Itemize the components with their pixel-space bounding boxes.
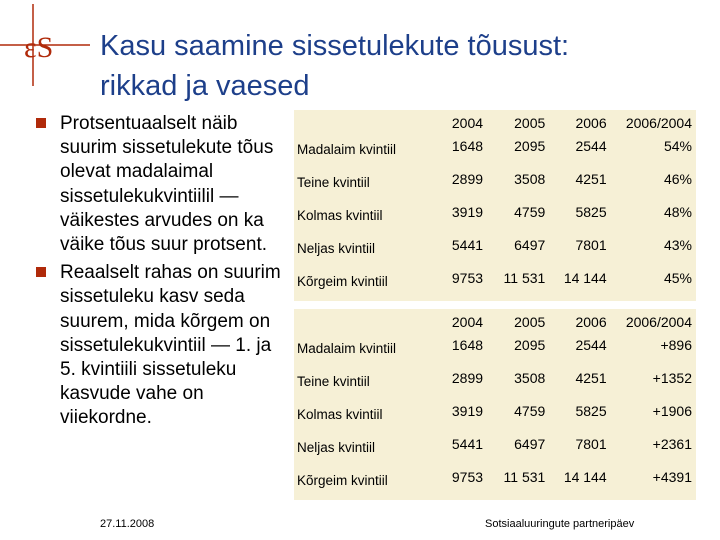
table-cell: 4759: [514, 204, 546, 220]
row-label: Kolmas kvintiil: [297, 407, 383, 422]
table-cell: 2095: [514, 337, 546, 353]
table-row: [294, 235, 696, 268]
table-cell: 54%: [663, 138, 692, 154]
table-header-cell: 2006/2004: [625, 115, 692, 131]
bullet-item: [36, 112, 286, 257]
table-header-cell: 2005: [514, 115, 546, 131]
table-header-cell: 2005: [514, 314, 546, 330]
page-title: [100, 26, 700, 106]
row-label: Kõrgeim kvintiil: [297, 473, 388, 488]
table-cell: +2361: [652, 436, 692, 452]
table-cell: 9753: [451, 469, 484, 485]
table-cell: 3919: [451, 403, 484, 419]
table-row: [294, 401, 696, 434]
table-header-cell: [294, 110, 445, 136]
table-row: [294, 268, 696, 301]
table-cell: +896: [660, 337, 692, 353]
table-cell: 2544: [575, 337, 607, 353]
table-cell: 43%: [663, 237, 692, 253]
row-label: Teine kvintiil: [297, 175, 370, 190]
row-label: Kõrgeim kvintiil: [297, 274, 388, 289]
percent-growth-table: [294, 110, 696, 301]
table-cell: 6497: [514, 237, 546, 253]
table-row: [294, 467, 696, 500]
logo-icon: [0, 0, 90, 90]
square-bullet-icon: [36, 118, 46, 128]
footer-event: Sotsiaaluuringute partneripäev: [485, 518, 635, 530]
table-cell: 2544: [575, 138, 607, 154]
table-cell: +4391: [652, 469, 692, 485]
table-header-cell: [294, 309, 445, 335]
table-cell: 14 144: [563, 270, 607, 286]
table-row: [294, 136, 696, 169]
table-header-row: [294, 309, 696, 335]
table-cell: 11 531: [503, 469, 546, 485]
table-cell: +1906: [652, 403, 692, 419]
row-label: Kolmas kvintiil: [297, 208, 383, 223]
table-row: [294, 335, 696, 368]
table-cell: 7801: [575, 237, 607, 253]
bullet-item: [36, 261, 286, 430]
table-header-cell: 2006: [575, 314, 607, 330]
row-label: Teine kvintiil: [297, 374, 370, 389]
table-cell: 4251: [575, 171, 607, 187]
table-cell: 5825: [575, 204, 607, 220]
table-row: [294, 169, 696, 202]
table-cell: 9753: [451, 270, 484, 286]
table-cell: 2899: [451, 171, 484, 187]
table-cell: 7801: [575, 436, 607, 452]
bullet-text: Reaalselt rahas on suurim sissetuleku kasv seda suurem, mida kõrgem on sissetulekukvintiil — 1. ja 5. kvintiili sissetuleku kasvude vahe on viiekordne.: [60, 262, 281, 429]
footer-date: 27.11.2008: [100, 518, 155, 530]
table-header-cell: 2004: [451, 115, 484, 131]
table-cell: +1352: [652, 370, 692, 386]
table-header-cell: 2006/2004: [625, 314, 692, 330]
table-cell: 46%: [663, 171, 692, 187]
bullet-list: [36, 112, 286, 431]
table-header-cell: 2004: [451, 314, 484, 330]
bullet-text: Protsentuaalselt näib suurim sissetulekute tõus olevat madalaimal sissetulekukvintiilil — väikestes arvudes on ka väike tõus suur protsent.: [60, 113, 274, 256]
table-cell: 14 144: [563, 469, 607, 485]
table-row: [294, 434, 696, 467]
table-cell: 45%: [663, 270, 692, 286]
table-cell: 5441: [451, 436, 484, 452]
square-bullet-icon: [36, 267, 46, 277]
table-cell: 4759: [514, 403, 546, 419]
row-label: Madalaim kvintiil: [297, 142, 397, 157]
absolute-growth-table: [294, 309, 696, 500]
table-cell: 48%: [663, 204, 692, 220]
table-row: [294, 368, 696, 401]
title-line-2: rikkad ja vaesed: [100, 70, 310, 102]
table-cell: 3508: [514, 171, 546, 187]
table-cell: 2095: [514, 138, 546, 154]
title-line-1: Kasu saamine sissetulekute tõusust:: [100, 30, 570, 62]
table-cell: 1648: [451, 138, 484, 154]
table-header-cell: 2006: [575, 115, 607, 131]
row-label: Neljas kvintiil: [297, 440, 376, 455]
table-cell: 5825: [575, 403, 607, 419]
table-cell: 1648: [451, 337, 484, 353]
row-label: Neljas kvintiil: [297, 241, 376, 256]
logo-text: εS: [24, 31, 54, 64]
table-header-row: [294, 110, 696, 136]
table-cell: 2899: [451, 370, 484, 386]
table-cell: 3919: [451, 204, 484, 220]
table-cell: 4251: [575, 370, 607, 386]
table-cell: 6497: [514, 436, 546, 452]
table-cell: 11 531: [503, 270, 546, 286]
table-cell: 5441: [451, 237, 484, 253]
row-label: Madalaim kvintiil: [297, 341, 397, 356]
table-cell: 3508: [514, 370, 546, 386]
table-row: [294, 202, 696, 235]
